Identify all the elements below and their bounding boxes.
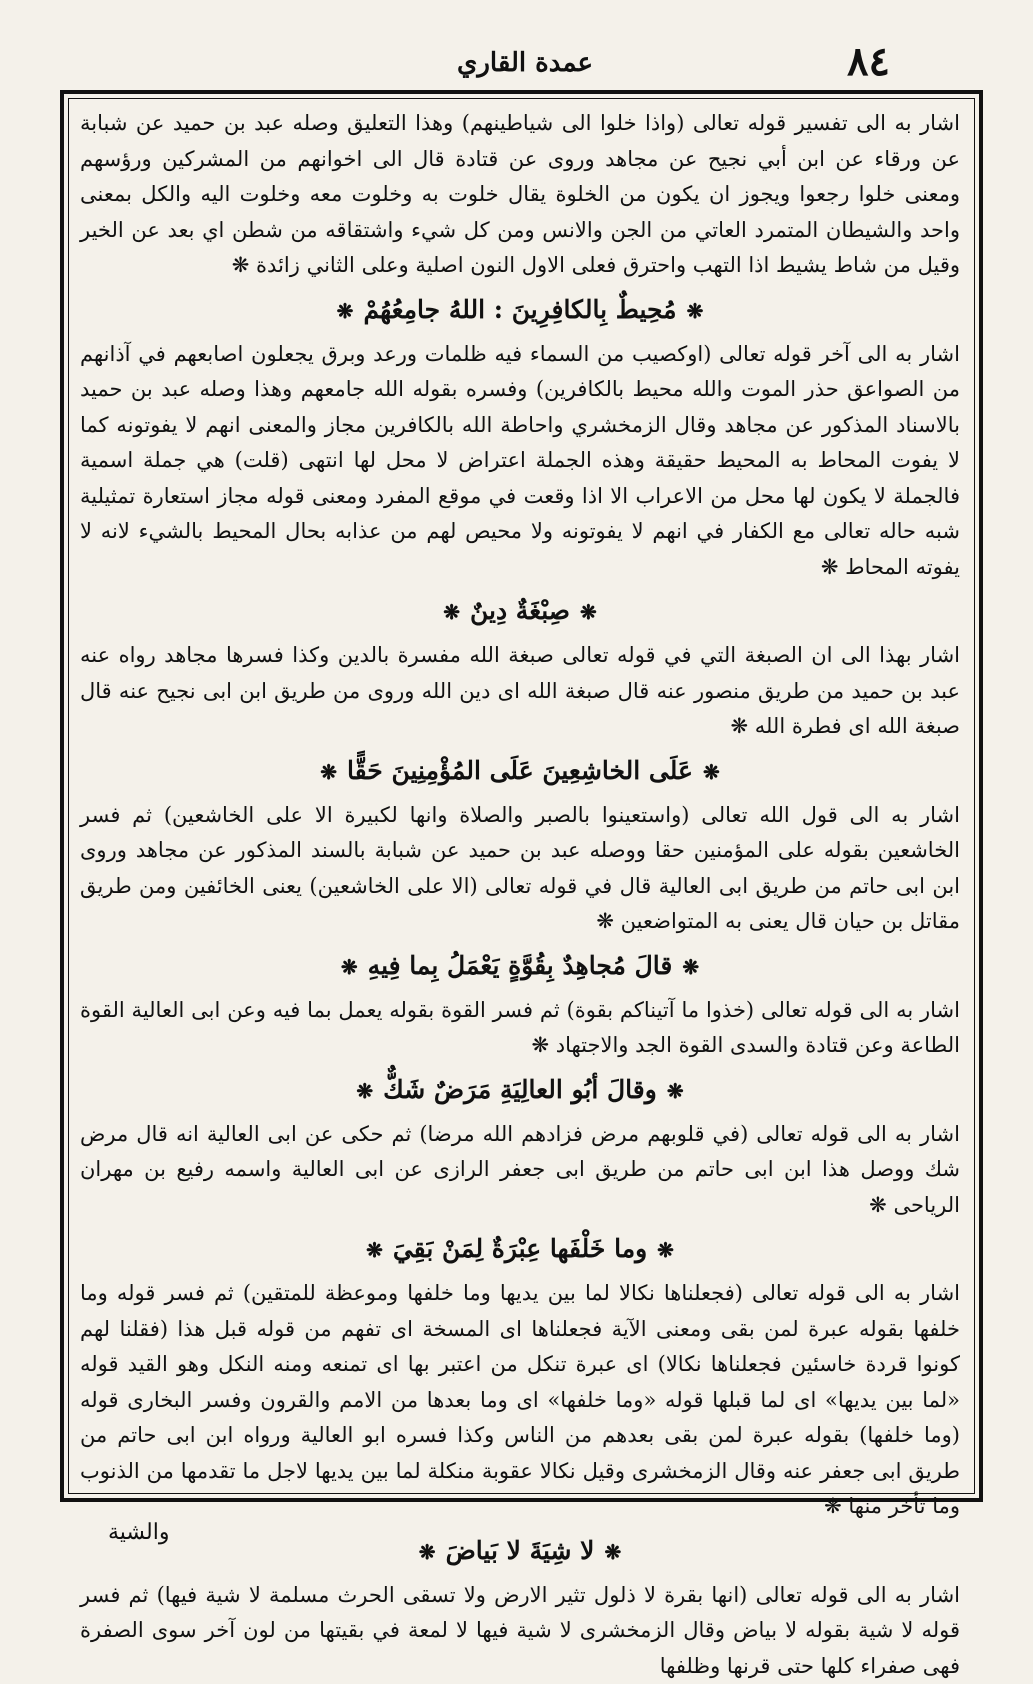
paragraph: اشار به الى قول الله تعالى (واستعينوا بالصبر والصلاة وانها لكبيرة الا على الخاشعين) ثم فسر الخاشعين بقوله على المؤمنين حقا ووصله عبد بن حميد عن شبابة بالسند المذكور عن مجاهد وروى ابن ابى حاتم من طريق ابى العالية قال في قوله تعالى (الا على الخاشعين) يعنى الخائفين ومن طريق مقاتل بن حيان قال يعنى به المتواضعين ❋ <box>80 798 960 940</box>
page-body <box>80 106 960 1486</box>
ornament-right-icon: ❋ <box>580 600 597 624</box>
heading-text: صِبْغَةٌ دِينٌ <box>470 596 570 625</box>
ornament-right-icon: ❋ <box>682 955 699 979</box>
ornament-left-icon: ❋ <box>320 760 337 784</box>
section-heading <box>80 1229 960 1270</box>
ornament-left-icon: ❋ <box>366 1238 383 1262</box>
heading-text: وقالَ أبُو العالِيَةِ مَرَضٌ شَكٌّ <box>383 1075 657 1104</box>
section-heading <box>80 751 960 792</box>
section-heading <box>80 1531 960 1572</box>
section-heading <box>80 591 960 632</box>
section-heading <box>80 1070 960 1111</box>
ornament-right-icon: ❋ <box>687 299 704 323</box>
paragraph: اشار به الى قوله تعالى (فجعلناها نكالا لما بين يديها وما خلفها وموعظة للمتقين) ثم فسر قوله وما خلفها بقوله عبرة لمن بقى ومعنى الآية فجعلناها اى المسخة اى تفهم من قوله قبل هذا (فقلنا لهم كونوا قردة خاسئين فجعلناها نكالا) اى عبرة تنكل من اعتبر بها اى تمنعه ومنه النكل وهو القيد قوله «لما بين يديها» اى لما قبلها قوله «وما خلفها» اى وما بعدها من الامم والقرون وفسر البخارى قوله (وما خلفها) بقوله عبرة لمن بقى بعدهم من الناس وكذا فسره ابو العالية ورواه ابن ابى حاتم من طريق ابى جعفر عنه وقال الزمخشرى وقيل نكالا عقوبة منكلة لما بين يديها لاجل ما تقدمها من الذنوب وما تأخر منها ❋ <box>80 1276 960 1525</box>
running-title: عمدة القاري <box>60 48 990 78</box>
heading-text: عَلَى الخاشِعِينَ عَلَى المُؤْمِنِينَ حَقًّا <box>347 756 693 785</box>
section-heading <box>80 946 960 987</box>
catchword: والشية <box>108 1520 170 1545</box>
heading-text: لا شِيَةَ لا بَياضَ <box>446 1536 595 1565</box>
ornament-right-icon: ❋ <box>657 1238 674 1262</box>
paragraph: اشار به الى قوله تعالى (خذوا ما آتيناكم بقوة) ثم فسر القوة بقوله يعمل بما فيه وعن ابى العالية القوة الطاعة وعن قتادة والسدى القوة الجد والاجتهاد ❋ <box>80 993 960 1064</box>
paragraph: اشار به الى تفسير قوله تعالى (واذا خلوا الى شياطينهم) وهذا التعليق وصله عبد بن حميد عن شبابة عن ورقاء عن ابن أبي نجيح عن مجاهد وروى عن قتادة قال الى اخوانهم من المشركين ورؤسهم ومعنى خلوا رجعوا ويجوز ان يكون من الخلوة يقال خلوت به وخلوت معه وخلوت اليه والكل بمعنى واحد والشيطان المتمرد العاتي من الجن والانس ومن كل شيء واشتقاقه من شطن اي بعد عن الخير وقيل من شاط يشيط اذا التهب واحترق فعلى الاول النون اصلية وعلى الثاني زائدة ❋ <box>80 106 960 284</box>
ornament-left-icon: ❋ <box>419 1540 436 1564</box>
ornament-right-icon: ❋ <box>703 760 720 784</box>
ornament-left-icon: ❋ <box>443 600 460 624</box>
ornament-left-icon: ❋ <box>337 299 354 323</box>
ornament-right-icon: ❋ <box>604 1540 621 1564</box>
ornament-right-icon: ❋ <box>667 1079 684 1103</box>
paragraph: اشار به الى قوله تعالى (في قلوبهم مرض فزادهم الله مرضا) ثم حكى عن ابى العالية انه قال مرض شك ووصل هذا ابن ابى حاتم من طريق ابى جعفر الرازى عن ابى العالية واسمه رفيع بن مهران الرياحى ❋ <box>80 1117 960 1224</box>
section-heading <box>80 290 960 331</box>
page-number: ٨٤ <box>847 38 890 85</box>
paragraph: اشار به الى آخر قوله تعالى (اوكصيب من السماء فيه ظلمات ورعد وبرق يجعلون اصابعهم في آذانهم من الصواعق حذر الموت والله محيط بالكافرين) وفسره بقوله الله جامعهم وهذا وصله عبد بن حميد بالاسناد المذكور عن مجاهد وقال الزمخشري واحاطة الله بالكافرين مجاز والمعنى انهم لا يفوتونه كما لا يفوت المحاط به المحيط حقيقة وهذه الجملة اعتراض لا محل لها انتهى (قلت) هي جملة اسمية فالجملة لا يكون لها محل من الاعراب الا اذا وقعت في موقع المفرد ومعنى قوله مجاز استعارة تمثيلية شبه حاله تعالى مع الكفار في انهم لا يفوتونه ولا محيص لهم من عذابه بحال المحيط بالشيء لانه لا يفوته المحاط ❋ <box>80 337 960 586</box>
heading-text: مُحِيطٌ بِالكافِرِينَ : اللهُ جامِعُهُمْ <box>363 295 676 324</box>
heading-text: وما خَلْفَها عِبْرَةٌ لِمَنْ بَقِيَ <box>393 1234 647 1263</box>
page-header <box>60 38 990 94</box>
heading-text: قالَ مُجاهِدٌ بِقُوَّةٍ يَعْمَلُ بِما فِيهِ <box>368 951 673 980</box>
ornament-left-icon: ❋ <box>341 955 358 979</box>
paragraph: اشار به الى قوله تعالى (انها بقرة لا ذلول تثير الارض ولا تسقى الحرث مسلمة لا شية فيها) ثم فسر قوله لا شية بقوله لا بياض وقال الزمخشرى لا شية فيها لا لمعة في بقيتها من لون آخر سوى الصفرة فهى صفراء كلها حتى قرنها وظلفها <box>80 1578 960 1684</box>
paragraph: اشار بهذا الى ان الصبغة التي في قوله تعالى صبغة الله مفسرة بالدين وكذا فسرها مجاهد رواه عنه عبد بن حميد من طريق منصور عنه قال صبغة الله اى دين الله وروى من طريق ابن ابى نجيح عنه قال صبغة الله اى فطرة الله ❋ <box>80 638 960 745</box>
ornament-left-icon: ❋ <box>356 1079 373 1103</box>
